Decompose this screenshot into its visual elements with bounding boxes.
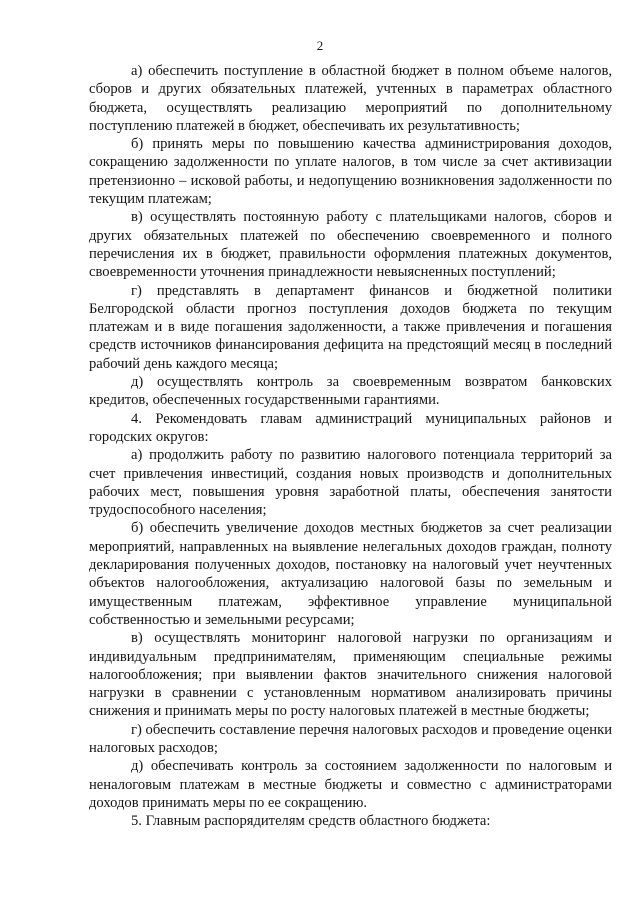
paragraph-5: 5. Главным распорядителям средств областного бюджета: [131, 813, 491, 830]
paragraph-4a: а) продолжить работу по развитию налогового потенциала территорий за счет привлечения инвестиций, создания новых производств и дополнительных рабочих мест, повышения уровня заработной платы, обеспечения занятости трудоспособного населения; [89, 447, 612, 519]
paragraph-3b: б) принять меры по повышению качества администрирования доходов, сокращению задолженности по уплате налогов, в том числе за счет активизации претензионно – исковой работы, и недопущению возникновения задолженности по текущим платежам; [89, 136, 612, 208]
paragraph-3v: в) осуществлять постоянную работу с плательщиками налогов, сборов и других обязательных платежей по обеспечению своевременного и полного перечисления их в бюджет, правильности оформления платежных документов, своевременности уточнения принадлежности невыясненных поступлений; [89, 209, 612, 281]
paragraph-4d: д) обеспечивать контроль за состоянием задолженности по налоговым и неналоговым платежам в местные бюджеты и совместно с администраторами доходов принимать меры по ее сокращению. [89, 758, 612, 811]
paragraph-4g: г) обеспечить составление перечня налоговых расходов и проведение оценки налоговых расходов; [89, 721, 612, 756]
paragraph-3a: а) обеспечить поступление в областной бюджет в полном объеме налогов, сборов и других обязательных платежей, учтенных в параметрах областного бюджета, осуществлять реализацию мероприятий по дополнительному поступлению платежей в бюджет, обеспечивать их результативность; [89, 63, 612, 134]
paragraph-3g: г) представлять в департамент финансов и бюджетной политики Белгородской области прогноз поступления доходов бюджета по текущим платежам и в виде погашения задолженности, а также привлечения и погашения средств источников финансирования дефицита на предстоящий месяц в последний рабочий день каждого месяца; [89, 282, 612, 372]
paragraph-3d: д) осуществлять контроль за своевременным возвратом банковских кредитов, обеспеченных государственными гарантиями. [89, 374, 612, 409]
paragraph-4v: в) осуществлять мониторинг налоговой нагрузки по организациям и индивидуальным предпринимателям, применяющим специальные режимы налогообложения; при выявлении фактов значительного снижения налоговой нагрузки в сравнении с установленным нормативом анализировать причины снижения и принимать меры по росту налоговых платежей в местные бюджеты; [89, 630, 612, 720]
paragraph-4: 4. Рекомендовать главам администраций муниципальных районов и городских округов: [89, 410, 612, 445]
page-number: 2 [316, 38, 324, 53]
document-body [89, 62, 612, 830]
paragraph-4b: б) обеспечить увеличение доходов местных бюджетов за счет реализации мероприятий, направленных на выявление нелегальных доходов граждан, полноту декларирования полученных доходов, постановку на налоговый учет неучтенных объектов налогообложения, актуализацию налоговой базы по земельным и имущественным платежам, эффективное управление муниципальной собственностью и земельными ресурсами; [89, 520, 612, 628]
